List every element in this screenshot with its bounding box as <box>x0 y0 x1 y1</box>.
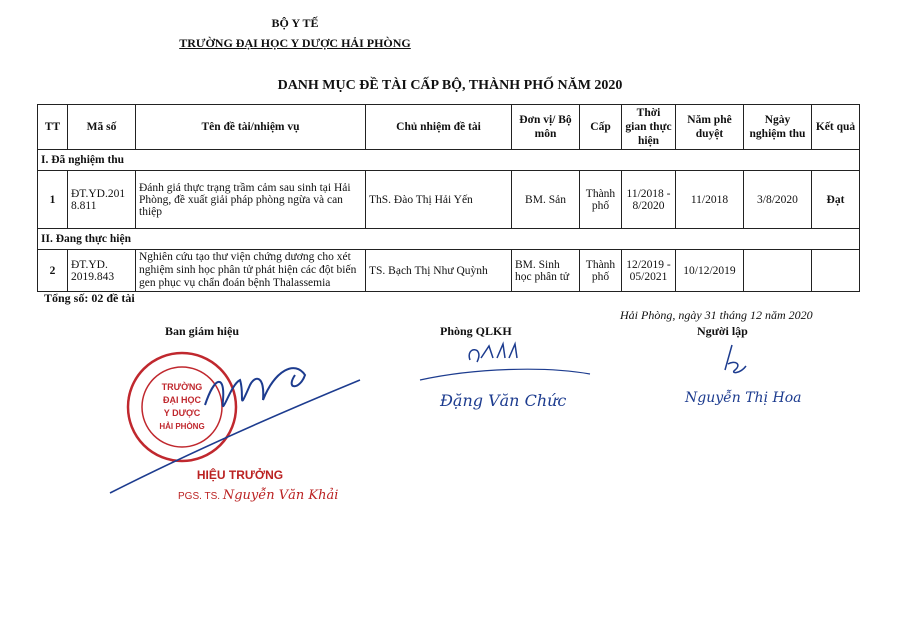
office-signer-name: Đặng Văn Chức <box>440 391 567 410</box>
cell-level: Thành phố <box>580 250 622 292</box>
cell-tt: 1 <box>38 171 68 229</box>
cell-approved: 11/2018 <box>676 171 744 229</box>
col-header-name: Tên đề tài/nhiệm vụ <box>136 105 366 150</box>
svg-text:TRƯỜNG: TRƯỜNG <box>161 382 203 392</box>
cell-code: ĐT.YD.2018.811 <box>68 171 136 229</box>
cell-approved: 10/12/2019 <box>676 250 744 292</box>
date-line: Hải Phòng, ngày 31 tháng 12 năm 2020 <box>620 308 813 322</box>
section-label: I. Đã nghiệm thu <box>38 150 860 171</box>
cell-period: 11/2018 - 8/2020 <box>622 171 676 229</box>
section-label: II. Đang thực hiện <box>38 229 860 250</box>
col-header-result: Kết quả <box>812 105 860 150</box>
preparer-signer-name: Nguyễn Thị Hoa <box>685 390 802 406</box>
cell-period: 12/2019 - 05/2021 <box>622 250 676 292</box>
principal-title: HIỆU TRƯỞNG <box>196 468 284 482</box>
table-row <box>38 171 860 229</box>
cell-accepted <box>744 250 812 292</box>
cell-code: ĐT.YD. 2019.843 <box>68 250 136 292</box>
col-header-code: Mã số <box>68 105 136 150</box>
cell-lead: ThS. Đào Thị Hải Yến <box>366 171 512 229</box>
section-row-completed <box>38 150 860 171</box>
table-row <box>38 250 860 292</box>
cell-name: Nghiên cứu tạo thư viện chứng dương cho xét nghiệm sinh học phân tử phát hiện các đột biến gen phục vụ chẩn đoán bệnh Thalassemia <box>136 250 366 292</box>
school-name: TRƯỜNG ĐẠI HỌC Y DƯỢC HẢI PHÒNG <box>179 36 411 50</box>
cell-result <box>812 250 860 292</box>
cell-level: Thành phố <box>580 171 622 229</box>
principal-name-line <box>178 488 338 503</box>
ministry-name: BỘ Y TẾ <box>271 16 319 30</box>
cell-accepted: 3/8/2020 <box>744 171 812 229</box>
svg-text:HẢI PHÒNG: HẢI PHÒNG <box>159 422 205 431</box>
col-header-accepted: Ngày nghiệm thu <box>744 105 812 150</box>
preparer-signature-title: Người lập <box>697 324 748 338</box>
svg-text:ĐẠI HỌC: ĐẠI HỌC <box>163 395 201 405</box>
projects-table <box>37 104 860 292</box>
col-header-unit: Đơn vị/ Bộ môn <box>512 105 580 150</box>
cell-name: Đánh giá thực trạng trầm cảm sau sinh tại Hải Phòng, đề xuất giải pháp phòng ngừa và can thiệp <box>136 171 366 229</box>
principal-degree: PGS. TS. <box>178 491 221 502</box>
col-header-level: Cấp <box>580 105 622 150</box>
cell-result: Đạt <box>812 171 860 229</box>
col-header-lead: Chủ nhiệm đề tài <box>366 105 512 150</box>
section-row-in-progress <box>38 229 860 250</box>
svg-text:Y DƯỢC: Y DƯỢC <box>163 408 201 418</box>
cell-unit: BM. Sinh học phân tử <box>512 250 580 292</box>
col-header-approved: Năm phê duyệt <box>676 105 744 150</box>
office-signature <box>415 338 595 418</box>
cell-tt: 2 <box>38 250 68 292</box>
table-header-row <box>38 105 860 150</box>
cell-lead: TS. Bạch Thị Như Quỳnh <box>366 250 512 292</box>
principal-name: Nguyễn Văn Khải <box>222 488 339 503</box>
board-signature-title: Ban giám hiệu <box>165 324 240 338</box>
preparer-signature <box>680 340 820 420</box>
cell-unit: BM. Sản <box>512 171 580 229</box>
total-count: Tổng số: 02 đề tài <box>44 291 135 305</box>
col-header-tt: TT <box>38 105 68 150</box>
col-header-period: Thời gian thực hiện <box>622 105 676 150</box>
document-title: DANH MỤC ĐỀ TÀI CẤP BỘ, THÀNH PHỐ NĂM 2020 <box>277 78 623 93</box>
office-signature-title: Phòng QLKH <box>440 324 512 338</box>
